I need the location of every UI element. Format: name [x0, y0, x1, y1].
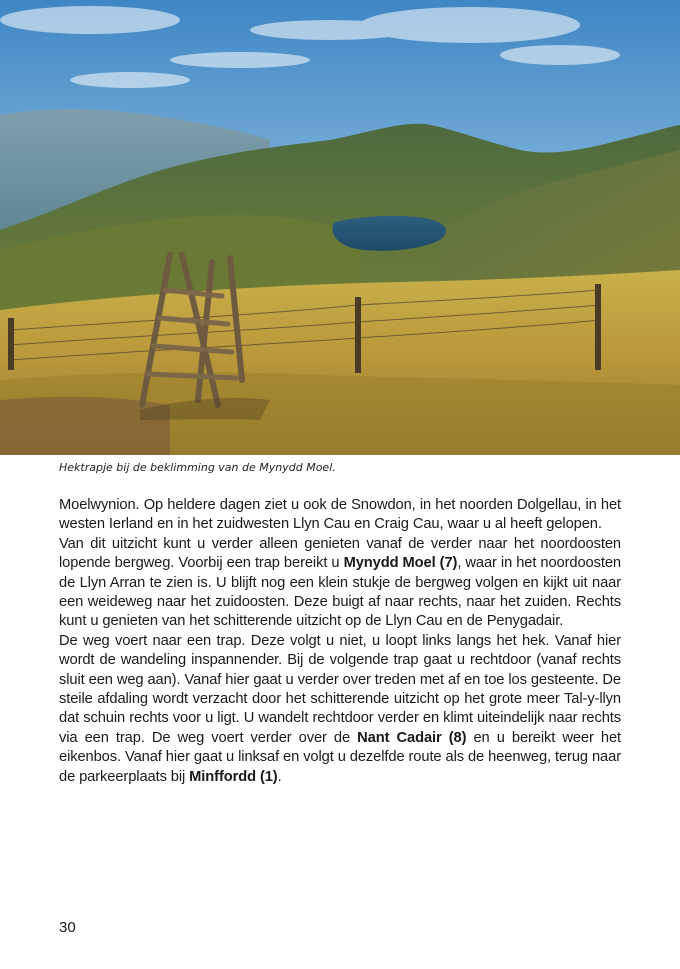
text-segment: , waar in het noordoosten de Llyn Arran te zien is. U blijft nog een klein stukje de bergweg volgen en kijkt uit naar een weideweg naar het zuidoosten. Deze buigt af naar rechts, naar het zuiden. Rechts kunt u genieten van het schitterende uitzicht op de Llyn Cau en de Penygadair. [59, 555, 621, 630]
place-name-bold: Minffordd (1) [189, 768, 278, 785]
text-segment: De weg voert naar een trap. Deze volgt u niet, u loopt links langs het hek. Vanaf hier wordt de wandeling inspannender. Bij de volgende trap gaat u rechtdoor (vanaf rechts sluit een weg aan). Vanaf hier gaat u verder over treden met af en toe los gesteente. De steile afdaling wordt verzacht door het schitterende uitzicht op het grote meer Tal-y-llyn dat schuin rechts voor u ligt. U wandelt rechtdoor verder en klimt uiteindelijk naar rechts via een trap. De weg voert verder over de [59, 632, 621, 746]
text-segment: en u bereikt weer het eikenbos. Vanaf hier gaat u linksaf en volgt u dezelfde route als de heenweg, terug naar de parkeerplaats bij [59, 729, 622, 785]
photo-caption: Hektrapje bij de beklimming van de Mynydd Moel. [59, 461, 336, 474]
place-name-bold: Mynydd Moel (7) [343, 555, 458, 572]
paragraph [59, 632, 621, 787]
place-name-bold: Nant Cadair (8) [357, 729, 467, 746]
landscape-photo [0, 0, 680, 455]
paragraph [59, 535, 621, 632]
text-segment: Moelwynion. Op heldere dagen ziet u ook de Snowdon, in het noorden Dolgellau, in het westen Ierland en in het zuidwesten Llyn Cau en Craig Cau, waar u al heeft gelopen. [59, 497, 621, 533]
landscape-illustration [0, 0, 680, 455]
text-segment: . [277, 768, 282, 785]
body-text [59, 496, 621, 787]
paragraph [59, 496, 621, 535]
text-segment: Van dit uitzicht kunt u verder alleen genieten vanaf de verder naar het noordoosten lopende bergweg. Voorbij een trap bereikt u [59, 535, 621, 572]
page-number: 30 [59, 919, 76, 936]
